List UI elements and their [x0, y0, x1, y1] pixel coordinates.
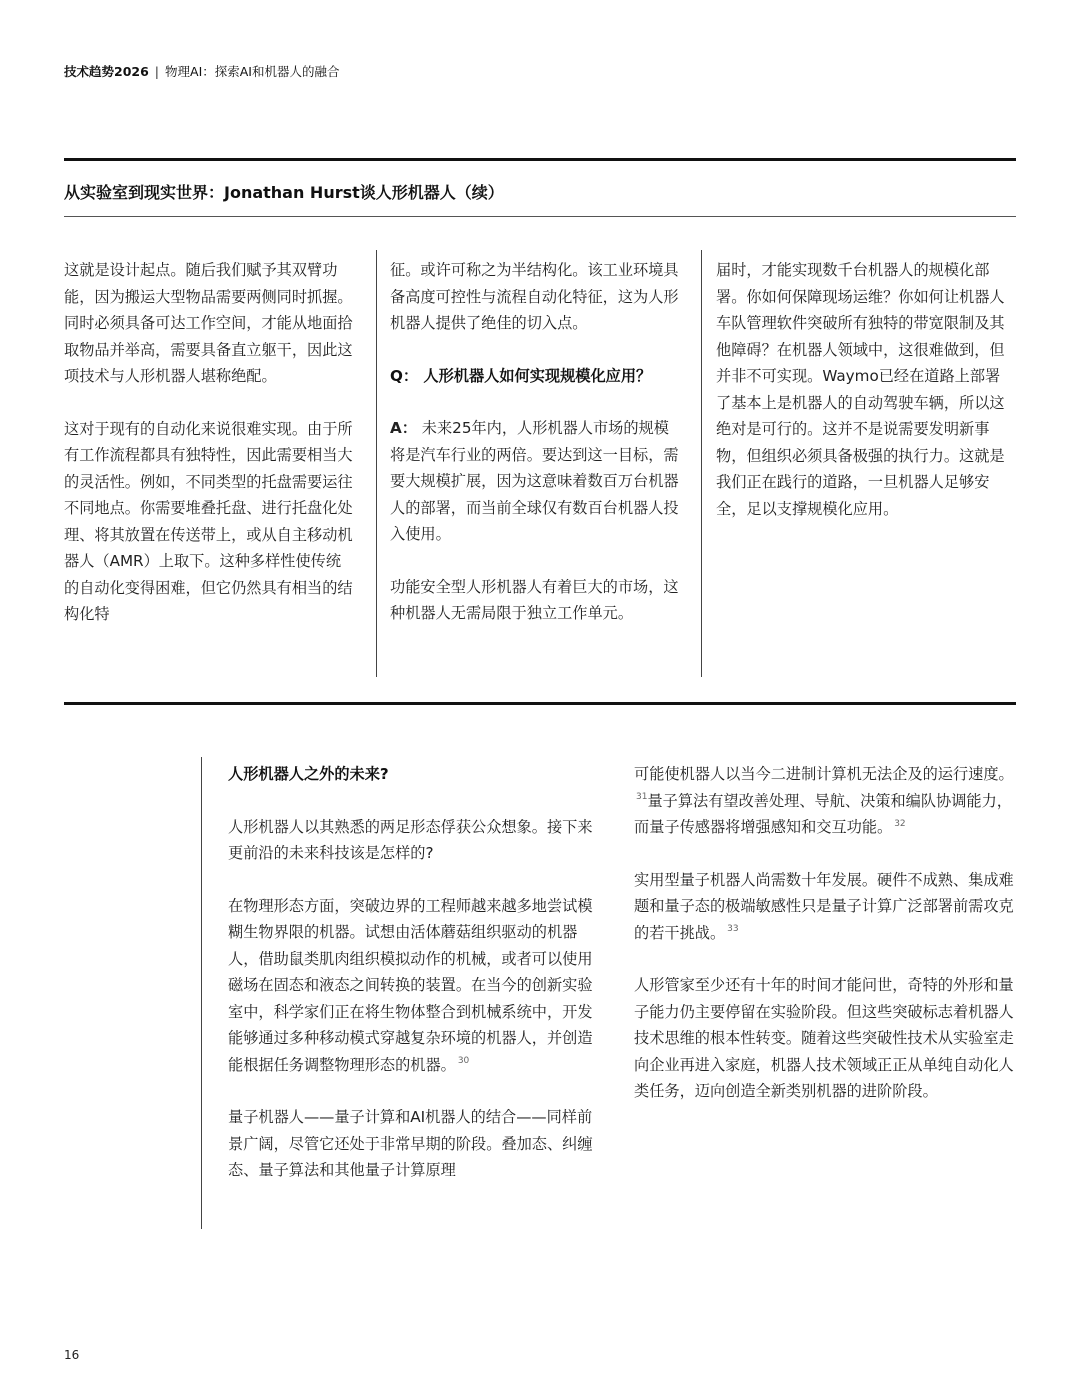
column-divider — [376, 250, 377, 677]
paragraph: 这就是设计起点。随后我们赋予其双臂功能，因为搬运大型物品需要两侧同时抓握。同时必须具备可达工作空间，才能从地面拾取物品并举高，需要具备直立躯干，因此这项技术与人形机器人堪称绝配。 — [64, 261, 353, 385]
answer-paragraph — [390, 415, 680, 548]
answer-text: 未来25年内，人形机器人市场的规模将是汽车行业的两倍。要达到这一目标，需要大规模扩展，因为这意味着数百万台机器人的部署，而当前全球仅有数百台机器人投入使用。 — [390, 419, 679, 543]
section2-right-column — [634, 761, 1016, 1131]
footnote-ref: 33 — [727, 924, 739, 935]
question-heading: Q： 人形机器人如何实现规模化应用？ — [390, 366, 652, 385]
sidebar-divider — [201, 757, 202, 1229]
section1-top-rule — [64, 158, 1016, 161]
section2-top-rule — [64, 702, 1016, 705]
paragraph: 功能安全型人形机器人有着巨大的市场，这种机器人无需局限于独立工作单元。 — [390, 577, 679, 622]
header-brand: 技术趋势2026 — [64, 64, 149, 79]
paragraph-with-ref — [634, 867, 1016, 947]
header-separator: | — [154, 64, 160, 79]
paragraph-with-refs — [634, 761, 1016, 841]
answer-label: A： — [390, 419, 417, 437]
paragraph: 人形管家至少还有十年的时间才能问世，奇特的外形和量子能力仍主要停留在实验阶段。但这些突破标志着机器人技术思维的根本性转变。随着这些突破性技术从实验室走向企业再进入家庭，机器人技术领域正正从单纯自动化人类任务，迈向创造全新类别机器的进阶阶段。 — [634, 976, 1014, 1100]
section2-left-column — [228, 761, 598, 1210]
paragraph: 征。或许可称之为半结构化。该工业环境具备高度可控性与流程自动化特征，这为人形机器人提供了绝佳的切入点。 — [390, 261, 679, 332]
section1-title-rule — [64, 216, 1016, 217]
paragraph: 届时，才能实现数千台机器人的规模化部署。你如何保障现场运维？你如何让机器人车队管理软件突破所有独特的带宽限制及其他障碍？在机器人领域中，这很难做到，但并非不可实现。Waymo已经在道路上部署了基本上是机器人的自动驾驶车辆，所以这绝对是可行的。这并不是说需要发明新事物，但组织必须具备极强的执行力。这就是我们正在践行的道路，一旦机器人足够安全，足以支撑规模化应用。 — [716, 261, 1005, 518]
section1-column-3 — [716, 257, 1008, 548]
footnote-ref: 30 — [457, 1056, 470, 1067]
paragraph-text: 可能使机器人以当今二进制计算机无法企及的运行速度。 — [634, 765, 1014, 783]
running-header — [64, 62, 340, 80]
section2-heading: 人形机器人之外的未来? — [228, 765, 389, 783]
paragraph: 人形机器人以其熟悉的两足形态俘获公众想象。接下来更前沿的未来科技该是怎样的? — [228, 817, 593, 862]
footnote-ref: 32 — [894, 818, 906, 829]
paragraph-text: 实用型量子机器人尚需数十年发展。硬件不成熟、集成难题和量子态的极端敏感性只是量子计算广泛部署前需攻克的若干挑战。 — [634, 870, 1014, 942]
paragraph: 这对于现有的自动化来说很难实现。由于所有工作流程都具有独特性，因此需要相当大的灵活性。例如，不同类型的托盘需要运往不同地点。你需要堆叠托盘、进行托盘化处理、将其放置在传送带上，或从自主移动机器人（AMR）上取下。这种多样性使传统的自动化变得困难，但它仍然具有相当的结构化特 — [64, 419, 353, 623]
paragraph-with-ref — [228, 893, 598, 1079]
paragraph-text: 量子算法有望改善处理、导航、决策和编队协调能力，而量子传感器将增强感知和交互功能。 — [634, 791, 1012, 836]
column-divider — [701, 250, 702, 677]
paragraph-text: 在物理形态方面，突破边界的工程师越来越多地尝试模糊生物界限的机器。试想由活体蘑菇组织驱动的机器人，借助鼠类肌肉组织模拟动作的机械，或者可以使用磁场在固态和液态之间转换的装置。在当今的创新实验室中，科学家们正在将生物体整合到机械系统中，开发能够通过多种移动模式穿越复杂环境的机器人，并创造能根据任务调整物理形态的机器。 — [228, 896, 593, 1074]
page-number: 16 — [64, 1348, 80, 1362]
header-subtitle: 物理AI：探索AI和机器人的融合 — [165, 64, 340, 79]
paragraph: 量子机器人——量子计算和AI机器人的结合——同样前景广阔，尽管它还处于非常早期的阶段。叠加态、纠缠态、量子算法和其他量子计算原理 — [228, 1108, 593, 1179]
footnote-ref: 31 — [636, 792, 648, 803]
section1-title: 从实验室到现实世界：Jonathan Hurst谈人形机器人（续） — [64, 183, 504, 202]
section1-column-1 — [64, 257, 354, 654]
section1-column-2 — [390, 257, 680, 653]
